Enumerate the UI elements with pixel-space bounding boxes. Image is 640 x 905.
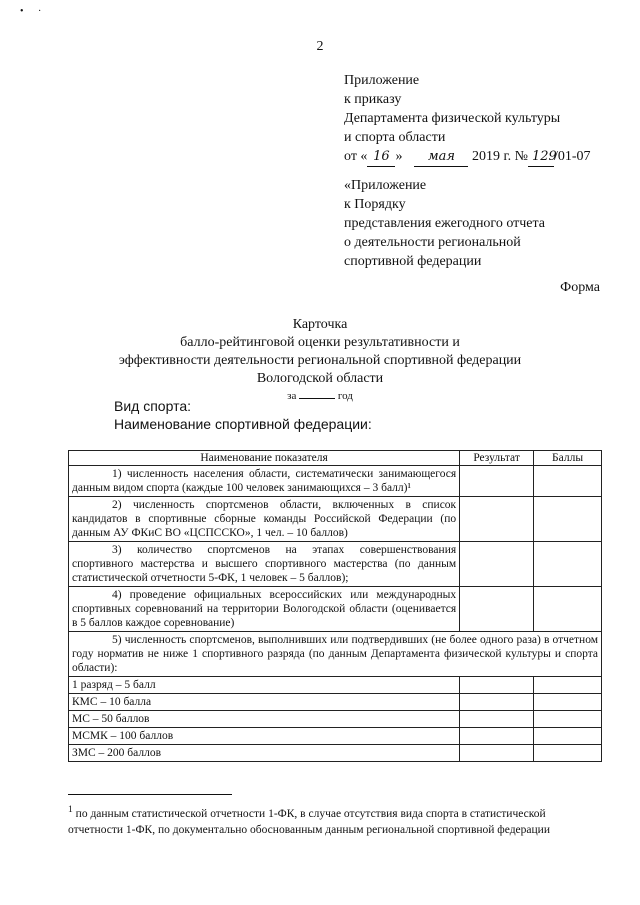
- title-line: Вологодской области: [256, 371, 384, 386]
- date-prefix: от «: [344, 149, 368, 164]
- order-year: 2019 г. №: [471, 149, 528, 164]
- result-cell: [460, 497, 534, 542]
- rank-row: [69, 694, 602, 711]
- rank-cell: 1 разряд – 5 балл: [69, 677, 460, 694]
- handwritten-day: 16: [367, 147, 395, 167]
- table-row: [69, 587, 602, 632]
- appendix-procedure-block: [344, 176, 545, 271]
- points-cell: [534, 466, 602, 497]
- appendix-procedure-line: «Приложение: [344, 178, 427, 193]
- rank-cell: КМС – 10 балла: [69, 694, 460, 711]
- rank-cell: ЗМС – 200 баллов: [69, 745, 460, 762]
- sport-type-label: Вид спорта:: [114, 398, 191, 414]
- appendix-order-line: Приложение: [344, 73, 420, 88]
- table-row: [69, 497, 602, 542]
- points-cell: [534, 497, 602, 542]
- appendix-order-line: и спорта области: [344, 130, 446, 145]
- wide-indicator-cell: 5) численность спортсменов, выполнивших или подтвердивших (не более одного раза) в отчетном году норматив не ниже 1 спортивного разряда (по данным Департамента физической культуры и спорта области):: [69, 632, 602, 677]
- footnote-text: по данным статистической отчетности 1-ФК, в случае отсутствия вида спорта в статистической отчетности 1-ФК, по документально обоснованным данным региональной спортивной федерации: [68, 807, 550, 836]
- footnote-mark: 1: [68, 804, 73, 815]
- title-line: эффективности деятельности региональной спортивной федерации: [118, 353, 522, 368]
- points-cell: [534, 587, 602, 632]
- scan-mark: • ·: [20, 6, 48, 17]
- footnote: [68, 802, 602, 838]
- title-line: балло-рейтинговой оценки результативности и: [180, 335, 460, 350]
- result-cell: [460, 587, 534, 632]
- indicator-cell: 3) количество спортсменов на этапах совершенствования спортивного мастерства и высшего спортивного мастерства (по данным статистической отчетности 5-ФК, 1 человек – 5 баллов);: [69, 542, 460, 587]
- rank-cell: МС – 50 баллов: [69, 711, 460, 728]
- rank-cell: МСМК – 100 баллов: [69, 728, 460, 745]
- result-cell: [460, 728, 534, 745]
- rank-row: [69, 677, 602, 694]
- header-result: Результат: [460, 451, 534, 466]
- table-header-row: [69, 451, 602, 466]
- footnote-separator: [68, 794, 232, 795]
- points-cell: [534, 728, 602, 745]
- handwritten-order-number: 129: [528, 147, 554, 167]
- year-prefix: за: [287, 390, 297, 402]
- result-cell: [460, 542, 534, 587]
- page-number: 2: [316, 39, 324, 54]
- appendix-procedure-line: о деятельности региональной: [344, 235, 521, 250]
- form-label: Форма: [560, 280, 600, 295]
- appendix-procedure-line: спортивной федерации: [344, 254, 482, 269]
- result-cell: [460, 466, 534, 497]
- rank-row: [69, 745, 602, 762]
- document-title: [0, 316, 640, 404]
- order-number-suffix: /01-07: [553, 149, 591, 164]
- appendix-procedure-line: к Порядку: [344, 197, 406, 212]
- header-points: Баллы: [534, 451, 602, 466]
- rating-table: [68, 450, 602, 762]
- header-indicator: Наименование показателя: [69, 451, 460, 466]
- appendix-procedure-line: представления ежегодного отчета: [344, 216, 546, 231]
- indicator-cell: 1) численность населения области, систематически занимающегося данным видом спорта (каждые 100 человек занимающихся – 3 балл)¹: [69, 466, 460, 497]
- result-cell: [460, 745, 534, 762]
- appendix-order-line: к приказу: [344, 92, 402, 107]
- title-line: Карточка: [292, 317, 348, 332]
- table-row: [69, 466, 602, 497]
- indicator-cell: 4) проведение официальных всероссийских или международных спортивных соревнований на территории Вологодской области (оценивается в 5 баллов каждое соревнование): [69, 587, 460, 632]
- federation-name-label: Наименование спортивной федерации:: [114, 416, 372, 432]
- table-row: [69, 542, 602, 587]
- rank-row: [69, 711, 602, 728]
- points-cell: [534, 694, 602, 711]
- year-line: [0, 388, 640, 404]
- indicator-cell: 2) численность спортсменов области, включенных в список кандидатов в спортивные сборные команды Российской Федерации (по данным АУ ФКиС ВО «ЦСПССКО», 1 чел. – 10 баллов): [69, 497, 460, 542]
- points-cell: [534, 745, 602, 762]
- handwritten-month: мая: [414, 147, 468, 167]
- result-cell: [460, 694, 534, 711]
- points-cell: [534, 677, 602, 694]
- appendix-order-line: Департамента физической культуры: [344, 111, 561, 126]
- year-suffix: год: [337, 390, 353, 402]
- points-cell: [534, 711, 602, 728]
- order-date-line: [344, 147, 591, 167]
- points-cell: [534, 542, 602, 587]
- table-row-wide: [69, 632, 602, 677]
- date-close: »: [395, 149, 403, 164]
- result-cell: [460, 711, 534, 728]
- result-cell: [460, 677, 534, 694]
- year-blank: [299, 398, 335, 399]
- appendix-order-block: [344, 71, 591, 167]
- rank-row: [69, 728, 602, 745]
